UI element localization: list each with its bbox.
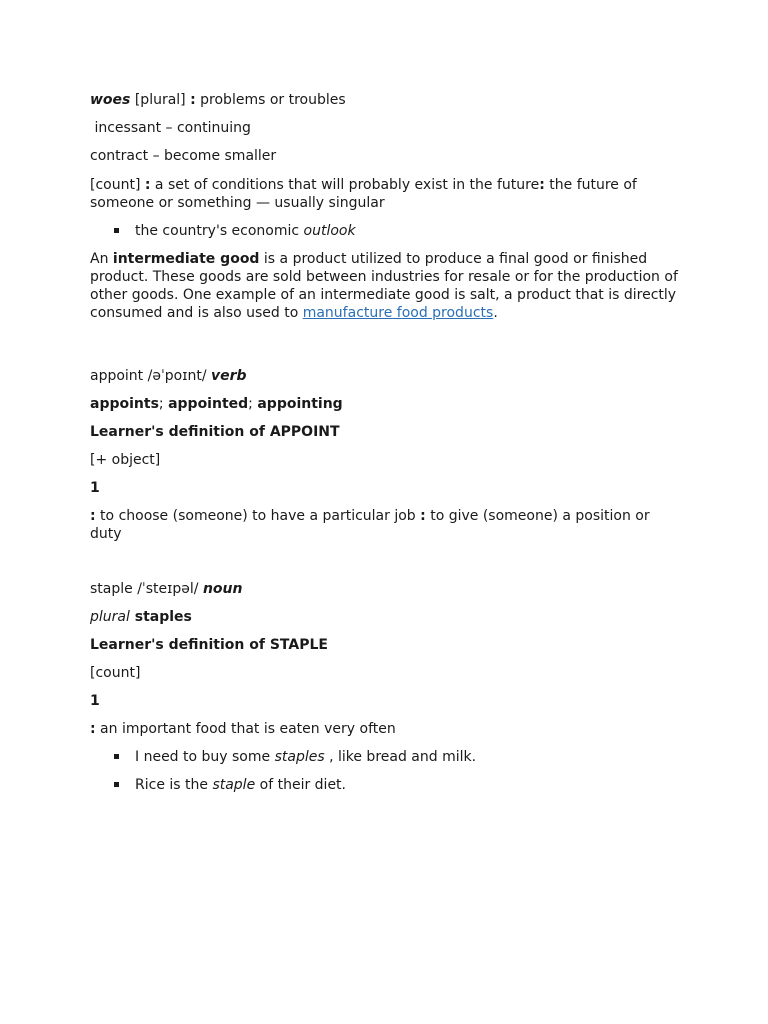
example-keyword: staple xyxy=(212,777,256,793)
grammar-appoint: [+ object] xyxy=(90,452,161,468)
grammar-staple: [count] xyxy=(90,665,141,681)
entry-outlook-definition xyxy=(90,176,680,212)
headword-staple: staple /ˈsteɪpəl/ xyxy=(90,581,203,597)
bullet-square-icon xyxy=(114,754,119,759)
bullet-square-icon xyxy=(114,228,119,233)
entry-woes xyxy=(90,91,680,109)
entry-appoint-forms: appoints; appointed; appointing xyxy=(90,396,343,412)
headword-appoint: appoint /əˈpoɪnt/ xyxy=(90,368,211,384)
definition-appoint: : to choose (someone) to have a particular job : to give (someone) a position or duty xyxy=(90,508,650,542)
definition-text: problems or troubles xyxy=(195,92,346,108)
bullet-square-icon xyxy=(114,782,119,787)
link-manufacture-food-products[interactable]: manufacture food products xyxy=(302,305,494,321)
part-of-speech: noun xyxy=(202,581,243,597)
learner-definition-staple: Learner's definition of STAPLE xyxy=(90,637,328,653)
definition-text: a set of conditions that will probably exist in the future xyxy=(150,177,540,193)
definition-colon: : xyxy=(144,177,151,193)
example-keyword: staples xyxy=(274,749,325,765)
definition-staple: : an important food that is eaten very often xyxy=(90,721,396,737)
example-keyword: outlook xyxy=(303,223,356,239)
paragraph-intermediate-good: An intermediate good is a product utilized to produce a final good or finished product. These goods are sold between industries for resale or for the production of other goods. One example of an intermediate good is salt, a product that is directly consumed and is also used to manufacture food products. xyxy=(90,251,678,321)
definition-text: the future of someone or something — usually singular xyxy=(90,177,637,211)
example-text: the country's economic outlook xyxy=(135,223,356,239)
definition-colon: : xyxy=(190,92,196,108)
sense-number-staple: 1 xyxy=(90,693,100,709)
entry-appoint-headword xyxy=(90,367,680,385)
part-of-speech: verb xyxy=(210,368,247,384)
headword-woes: woes xyxy=(90,92,131,108)
example-text: I need to buy some staples , like bread and milk. xyxy=(135,749,477,765)
entry-staple-headword xyxy=(90,580,680,598)
example-text: Rice is the staple of their diet. xyxy=(135,777,346,793)
sense-number-appoint: 1 xyxy=(90,480,100,496)
grammar-tag: [plural] xyxy=(130,92,191,108)
entry-incessant: incessant – continuing xyxy=(90,120,251,136)
term-intermediate-good: intermediate good xyxy=(112,251,260,267)
definition-colon: : xyxy=(539,177,545,193)
grammar-tag: [count] xyxy=(90,177,145,193)
learner-definition-appoint: Learner's definition of APPOINT xyxy=(90,424,340,440)
entry-contract: contract – become smaller xyxy=(90,148,277,164)
entry-staple-plural: plural staples xyxy=(90,609,192,625)
